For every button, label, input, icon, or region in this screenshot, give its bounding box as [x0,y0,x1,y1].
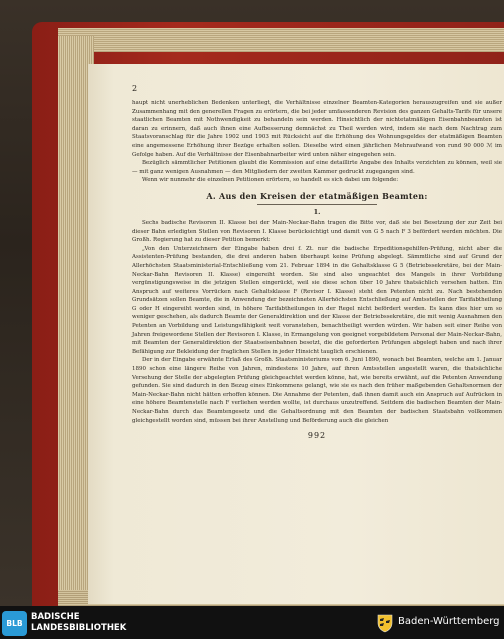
page-text [132,84,502,440]
paragraph: Der in der Eingabe erwähnte Erlaß des Großh. Staatsministeriums vom 6. Juni 1890, wonach bei Beamten, welche am 1. Januar 1890 schon eine längere Reihe von Jahren, mindestens 10 Jahre, auf ihren Amtsstellen angestellt waren, die thatsächliche Versehung der Stelle der abgelegten Prüfung gleichgeachtet werden könne, hat, wie bereits erwähnt, auf die Petenten Anwendung gefunden. Sie sind dadurch in den Bezug eines Einkommens gelangt, wie sie es nach den früher maßgebenden Gehaltsnormen der Main-Neckar-Bahn nicht hätten erhoffen können. Die Annahme der Petenten, daß ihnen damit auch ein Anspruch auf Aufrücken in eine höhere Beamtenstelle nach F verliehen werden wollte, ist durchaus unzutreffend. Seitdem die badischen Beamten der Main-Neckar-Bahn durch das Beamtengesetz und die Gehaltsordnung mit den Beamten der badischen Staatsbahn vollkommen gleichgestellt worden sind, müssen bei ihrer Anstellung und Beförderung auch die gleichen [132,357,502,424]
blb-logo-icon[interactable]: BLB [2,611,27,636]
paragraph: haupt nicht unerheblichen Bedenken unterliegt, die Verhältnisse einzelner Beamten-Kategorien herauszugreifen und sie außer Zusammenhang mit den generellen Fragen zu erörtern, die bei jeder umfassenderen Revision des ganzen Gehalts-Tarifs für unsere staatlichen Beamten mit Nothwendigkeit zu behandeln sein werden. Hinsichtlich der nichtetatmäßigen Eisenbahnbeamten ist daran zu erinnern, daß auch ihnen eine Aufbesserung demnächst zu Theil werden wird, indem sie nach dem Nachtrag zum Staatsvoranschlag für die Jahre 1902 und 1903 mit Rücksicht auf die Erhöhung des Wohnungsgeldes der etatmäßigen Beamten eine angemessene Erhöhung ihrer Bezüge erhalten sollen. Dieselbe wird einen jährlichen Mehraufwand von rund 90 000 ℳ im Gefolge haben. Auf die Verhältnisse der Eisenbahnarbeiter wird unten näher eingegehen sein. [132,100,502,158]
page-edges-top [58,28,504,52]
paragraph: Wenn wir nunmehr die einzelnen Petitionen erörtern, so handelt es sich dabei um folgende: [142,177,399,184]
library-name-line1: BADISCHE [31,612,80,622]
library-name-line2: LANDESBIBLIOTHEK [31,623,127,633]
paragraph: Sechs badische Revisoren II. Klasse bei der Main-Neckar-Bahn tragen die Bitte vor, daß sie bei Besetzung der zur Zeit bei dieser Bahn erledigten Stellen von Revisoren I. Klasse berücksichtigt und damit von G 5 nach F 3 befördert werden möchten. Die Großh. Regierung hat zu dieser Petition bemerkt: [132,219,502,244]
section-heading: A. Aus den Kreisen der etatmäßigen Beamten: [206,190,428,201]
page-number: 2 [132,84,138,93]
library-name[interactable] [31,612,126,634]
page-folio: 992 [307,431,327,441]
coat-of-arms-icon [375,613,395,633]
section-numeral: 1. [313,207,321,216]
heading-rule [257,204,377,205]
book-page [88,64,504,604]
paragraph: „Von den Unterzeichnern der Eingabe haben drei f. Zt. nur die badische Erpeditionsgehilfen-Prüfung, nicht aber die Assistenten-Prüfung bestanden, die drei anderen haben überhaupt keine Prüfung abgelegt. Sämmtliche sind auf Grund der Allerhöchsten Staatsministerial-Entschließung vom 21. Februar 1894 in die Gehaltsklasse G 5 (Betriebssekretäre, bei der Main-Neckar-Bahn Revisoren II. Klasse) eingereiht worden. Sie sind also ungeachtet des Mangels in ihrer Vorbildung vergünstigungsweise in die jetzigen Stellen eingerückt, weil sie diese schon über 10 Jahre thatsächlich versehen hatten. Ein Anspruch auf weiteres Vorrücken nach Gehaltsklasse F (Revisor I. Klasse) steht den Petenten nicht zu. Nach bestehenden Grundsätzen sollen Beamte, die in Anwendung der bezeichneten Allerhöchsten Entschließung auf Amtsstellen der Tarifabtheilung G oder H eingereiht worden sind, in höhere Tarifabtheilungen in der Regel nicht befördert werden. Es kann dies hier um so weniger geschehen, als dadurch Beamte der Generaldirektion und der Klasse der Betriebssekretäre, die mit wenig Ausnahmen den Petenten an Vorbildung und Leistungsfähigkeit weit voranstehen, benachtheiligt werden würden. Wir haben seit einer Reihe von Jahren freigewordene Stellen der Revisoren I. Klasse, in Ermangelung von geeignet vorgebildetem Personal der Main-Neckar-Bahn, mit Beamten der Generaldirektion der Staatseisenbahnen besetzt, die die geforderten Prüfungen abgelegt haben und nach ihrer Befähigung zur Bekleidung der fraglichen Stellen in jeder Hinsicht tauglich erschienen. [132,245,502,355]
paragraph: Bezüglich sämmtlicher Petitionen glaubt die Kommission auf eine detaillirte Angabe des Inhalts verzichten zu können, weil sie — mit ganz wenigen Ausnahmen — den Mitgliedern der zweiten Kammer gedruckt zugegangen sind. [132,160,502,175]
state-name[interactable]: Baden-Württemberg [398,616,500,627]
